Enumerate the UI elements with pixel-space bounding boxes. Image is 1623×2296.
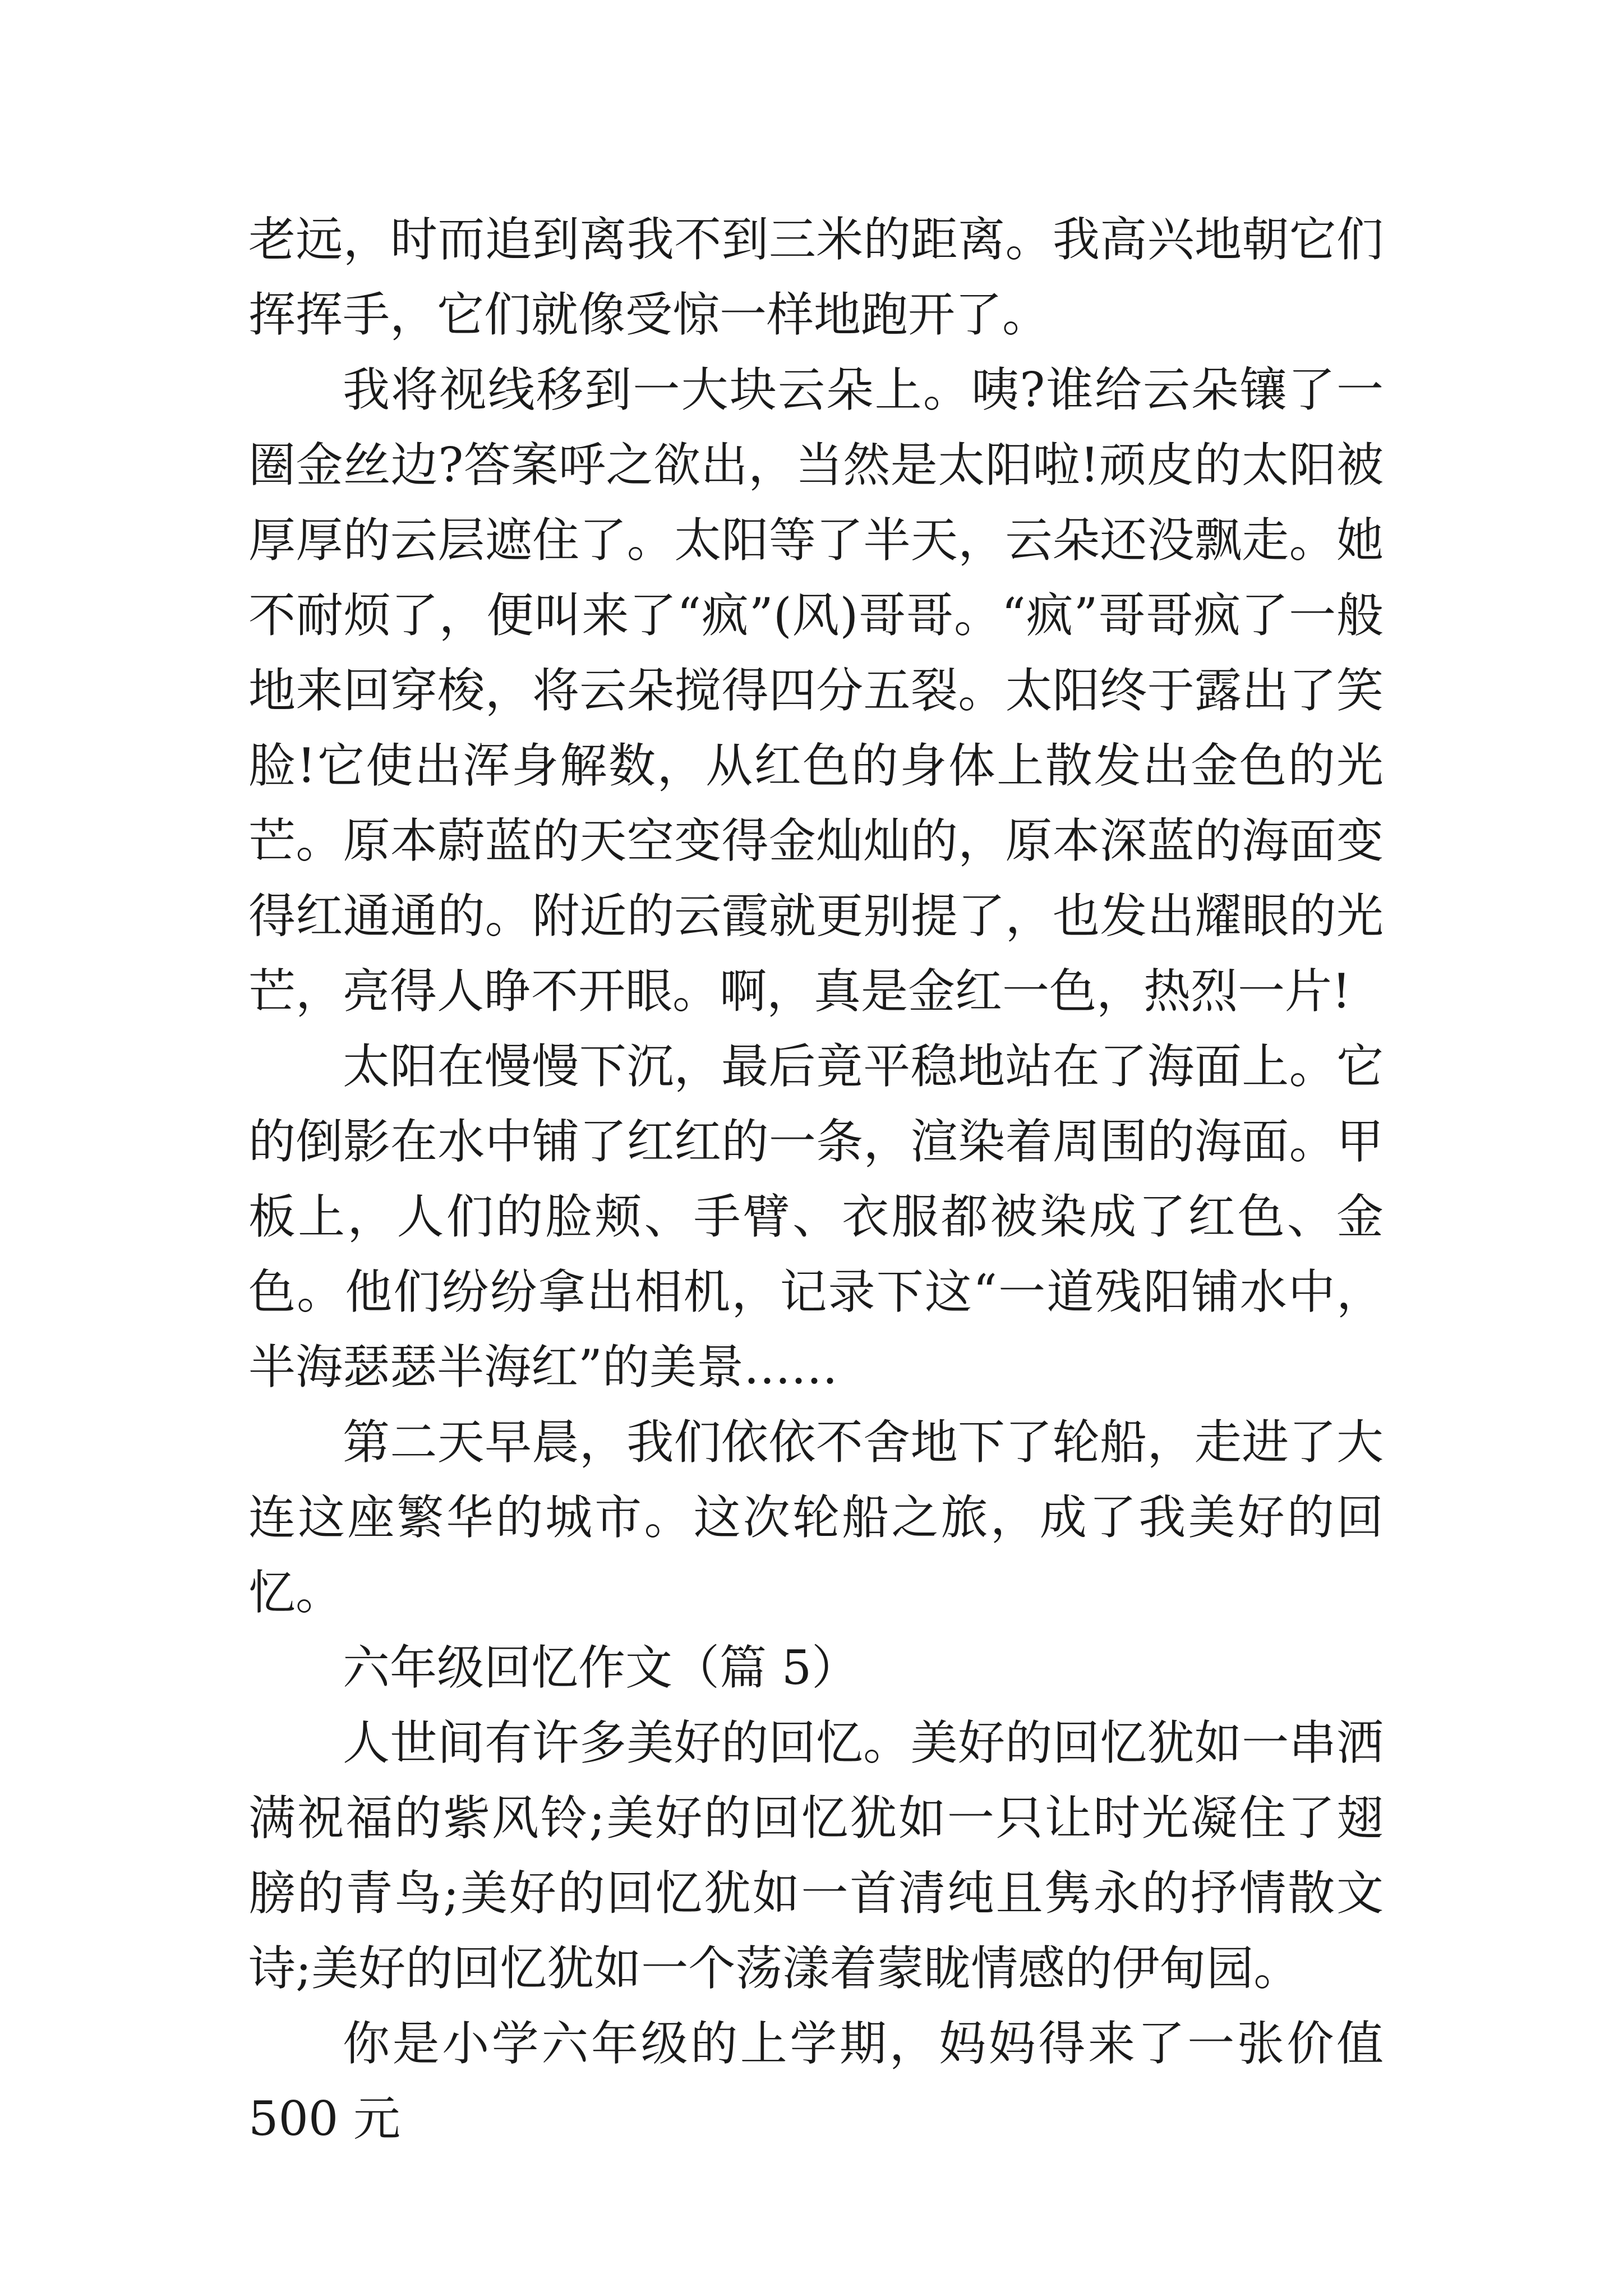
paragraph: 我将视线移到一大块云朵上。咦?谁给云朵镶了一圈金丝边?答案呼之欲出，当然是太阳啦!顽皮的太阳被厚厚的云层遮住了。太阳等了半天，云朵还没飘走。她不耐烦了，便叫来了“疯”(风)哥哥。“疯”哥哥疯了一般地来回穿梭，将云朵搅得四分五裂。太阳终于露出了笑脸!它使出浑身解数，从红色的身体上散发出金色的光芒。原本蔚蓝的天空变得金灿灿的，原本深蓝的海面变得红通通的。附近的云霞就更别提了，也发出耀眼的光芒，亮得人睁不开眼。啊，真是金红一色，热烈一片! xyxy=(248,362,1384,1019)
paragraph: 人世间有许多美好的回忆。美好的回忆犹如一串洒满祝福的紫风铃;美好的回忆犹如一只让时光凝住了翅膀的青鸟;美好的回忆犹如一首清纯且隽永的抒情散文诗;美好的回忆犹如一个荡漾着蒙眬情感的伊甸园。 xyxy=(248,1715,1384,1996)
section-heading: 六年级回忆作文（篇 5） xyxy=(343,1640,859,1695)
paragraph: 太阳在慢慢下沉，最后竟平稳地站在了海面上。它的倒影在水中铺了红红的一条，渲染着周围的海面。甲板上，人们的脸颊、手臂、衣服都被染成了红色、金色。他们纷纷拿出相机，记录下这“一道残阳铺水中，半海瑟瑟半海红”的美景…… xyxy=(248,1039,1384,1395)
paragraph-continued: 老远，时而追到离我不到三米的距离。我高兴地朝它们挥挥手，它们就像受惊一样地跑开了。 xyxy=(248,212,1384,342)
paragraph: 你是小学六年级的上学期，妈妈得来了一张价值 500 元 xyxy=(248,2016,1384,2146)
document-body xyxy=(248,202,1384,2156)
paragraph: 第二天早晨，我们依依不舍地下了轮船，走进了大连这座繁华的城市。这次轮船之旅，成了我美好的回忆。 xyxy=(248,1415,1384,1620)
